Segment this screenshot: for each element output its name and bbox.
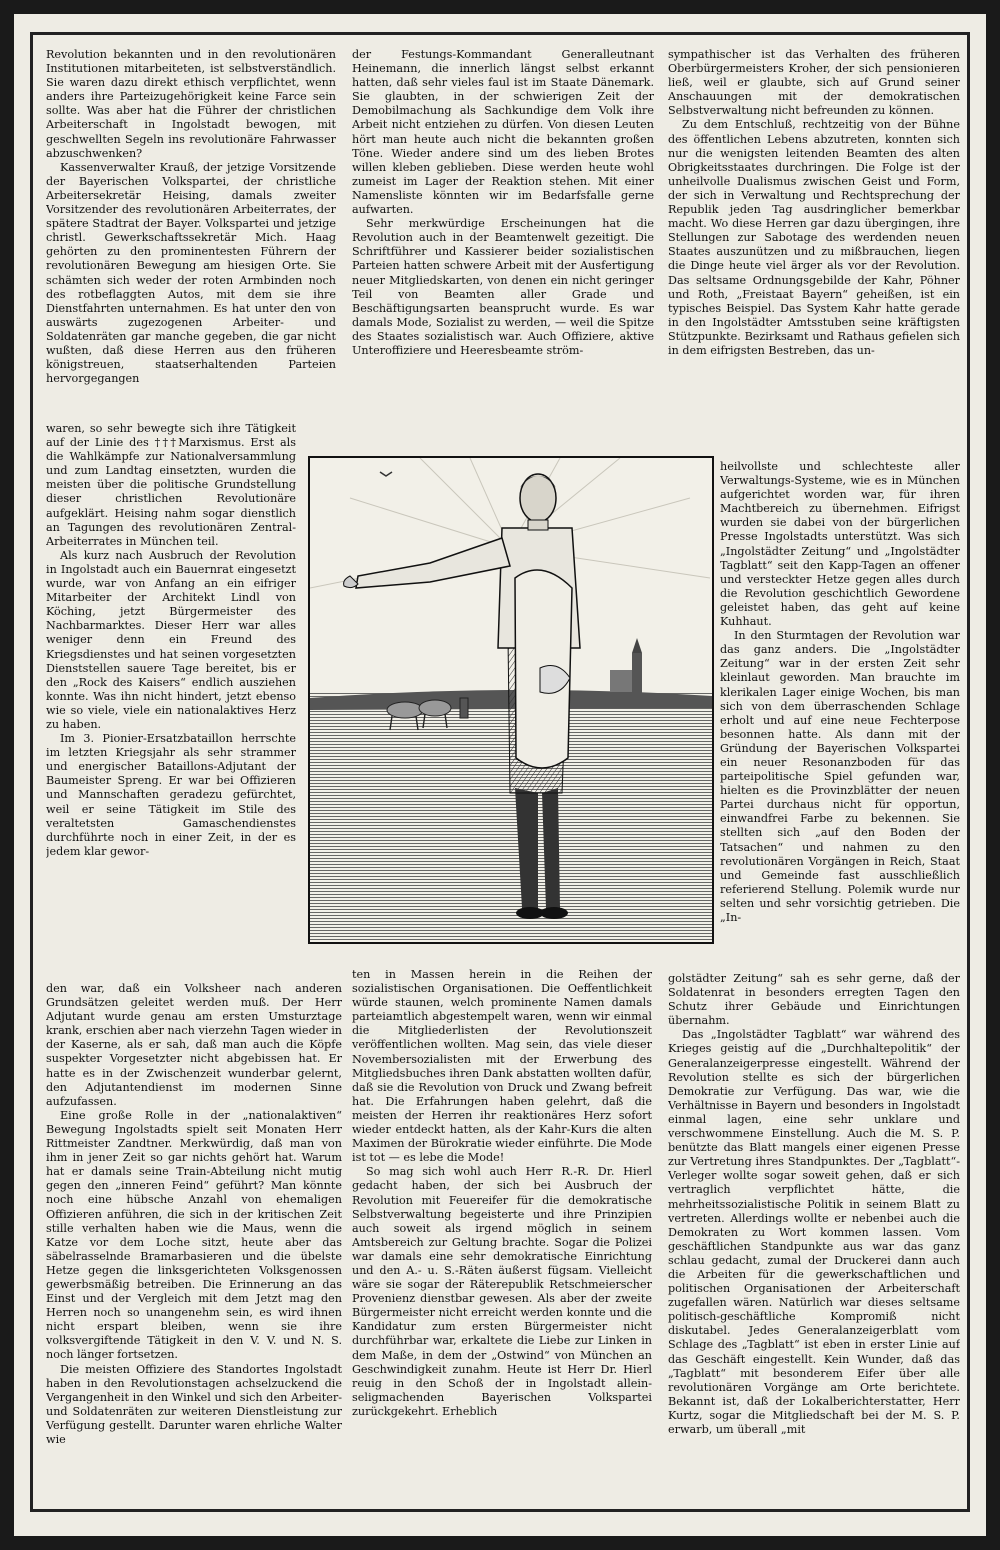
column-1-top [46, 48, 336, 422]
paragraph: Zu dem Entschluß, rechtzeitig von der Bühne des öffentlichen Lebens abzutreten, konnten sich nur die wenigsten leitenden Beamten des alten Obrigkeitsstaates durchringen. Die Folge ist der unheilvolle Dualismus zwischen Geist und Form, der sich in Verwaltung und Rechtsprechung der Republik jeden Tag ausdringlicher bemerkbar macht. Wo diese Herren gar dazu übergingen, ihre Stellungen zur Sabotage des werdenden neuen Staates auszunützen und zu mißbrauchen, liegen die Dinge heute viel ärger als vor der Revolution. Das seltsame Ordnungsgebilde der Kahr, Pöhner und Roth, „Freistaat Bayern“ geheißen, ist ein typisches Beispiel. Das System Kahr hatte gerade in den Ingolstädter Amtsstuben seine kräftigsten Stützpunkte. Bezirksamt und Rathaus gefielen sich in dem eifrigsten Bestreben, das un- [668, 118, 960, 357]
column-3-bottom [668, 972, 960, 1492]
paragraph: Die meisten Offiziere des Standortes Ingolstadt haben in den Revolutionstagen achselzuckend die Vergangenheit in den Winkel und sich den Arbeiter- und Soldatenräten zur weiteren Dienstleistung zur Verfügung gestellt. Darunter waren ehrliche Walter wie [46, 1362, 342, 1446]
column-3-top [668, 48, 960, 460]
column-1-bottom [46, 982, 342, 1492]
paragraph: Revolution bekannten und in den revolutionären Institutionen mitarbeiteten, ist selbstverständlich. Sie waren dazu direkt ethisch verpflichtet, wenn anders ihre Parteizugehörigkeit keine Farce sein sollte. Was aber hat die Führer der christlichen Arbeiterschaft in Ingolstadt bewogen, mit geschwellten Segeln ins revolutionäre Fahrwasser abzuschwenken? [46, 48, 336, 160]
column-2-bottom [352, 968, 652, 1492]
paragraph: ten in Massen herein in die Reihen der sozialistischen Organisationen. Die Oeffentlichkeit würde staunen, welch prominente Namen damals parteiamtlich abgestempelt waren, wenn wir einmal die Mitgliederlisten der Revolutionszeit veröffentlichen wollten. Mag sein, das viele dieser Novembersozialisten mit der Erwerbung des Mitgliedsbuches ihren Dank abstatten wollten dafür, daß sie die Revolution von Druck und Zwang befreit hat. Die Erfahrungen haben gelehrt, daß die meisten der Herren ihr reaktionäres Herz sofort wieder entdeckt hatten, als der Kahr-Kurs die alten Maximen der Bürokratie wieder einführte. Die Mode ist tot — es lebe die Mode! [352, 968, 652, 1165]
paragraph: Eine große Rolle in der „nationalaktiven“ Bewegung Ingolstadts spielt seit Monaten Herr Rittmeister Zandtner. Merkwürdig, daß man von ihm in jener Zeit so gar nichts gehört hat. Warum hat er damals seine Train-Abteilung nicht mutig gegen den „inneren Feind“ geführt? Man könnte noch eine hübsche Anzahl von ehemaligen Offizieren anführen, die sich in der kritischen Zeit stille verhalten haben wie die Maus, wenn die Katze vor dem Loche sitzt, heute aber das säbelrasselnde Bramarbasieren und die übelste Hetze gegen die linksgerichteten Volksgenossen gewerbsmäßig betreiben. Die Erinnerung an das Einst und der Vergleich mit dem Jetzt mag den Herren noch so unangenehm sein, es wird ihnen nicht erspart bleiben, wenn sie ihre volksvergiftende Tätigkeit in den V. V. und N. S. noch länger fortsetzen. [46, 1108, 342, 1362]
column-2-top [352, 48, 654, 452]
paragraph: Kassenverwalter Krauß, der jetzige Vorsitzende der Bayerischen Volkspartei, der christliche Arbeitersekretär Heising, damals zweiter Vorsitzender des revolutionären Arbeiterrates, der spätere Stadtrat der Bayer. Volkspartei und jetzige christl. Gewerkschaftssekretär Mich. Haag gehörten zu den prominentesten Führern der revolutionären Bewegung am hiesigen Orte. Sie schämten sich weder der roten Armbinden noch des rotbeflaggten Autos, mit dem sie ihre Dienstfahrten unternahmen. Es hat unter den von auswärts zugezogenen Arbeiter- und Soldatenräten gar manche gegeben, die gar nicht wußten, daß diese Herren aus den früheren königstreuen, staatserhaltenden Parteien hervorgegangen [46, 160, 336, 386]
paragraph: heilvollste und schlechteste aller Verwaltungs-Systeme, wie es in München aufgerichtet worden war, für ihren Machtbereich zu übernehmen. Eifrigst wurden sie dabei von der bürgerlichen Presse Ingolstadts unterstützt. Was sich „Ingolstädter Zeitung“ und „Ingolstädter Tagblatt“ seit den Kapp-Tagen an offener und versteckter Hetze gegen alles durch die Revolution geschichtlich Gewordene geleistet haben, das geht auf keine Kuhhaut. [720, 460, 960, 629]
paragraph: Als kurz nach Ausbruch der Revolution in Ingolstadt auch ein Bauernrat eingesetzt wurde, war von Anfang an ein eifriger Mitarbeiter der Architekt Lindl von Köching, jetzt Bürgermeister des Nachbarmarktes. Dieser Herr war alles weniger denn ein Freund des Kriegsdienstes und hat seinen vorgesetzten Dienststellen sauere Tage bereitet, bis er den „Rock des Kaisers“ endlich ausziehen konnte. Was ihn nicht hindert, jetzt ebenso wie so viele, viele ein nationalaktives Herz zu haben. [46, 548, 296, 731]
paragraph: So mag sich wohl auch Herr R.-R. Dr. Hierl gedacht haben, der sich bei Ausbruch der Revolution mit Feuereifer für die demokratische Selbstverwaltung begeisterte und ihre Prinzipien auch soweit als irgend möglich in seinem Amtsbereich zur Geltung brachte. Sogar die Polizei war damals eine sehr demokratische Einrichtung und den A.- u. S.-Räten äußerst fügsam. Vielleicht wäre sie sogar der Räterepublik Retschmeierscher Provenienz dienstbar gewesen. Als aber der zweite Bürgermeister nicht erreicht werden konnte und die Kandidatur zum ersten Bürgermeister nicht durchführbar war, erkaltete die Liebe zur Linken in dem Maße, in dem der „Ostwind“ von München an Geschwindigkeit zunahm. Heute ist Herr Dr. Hierl reuig in den Schoß der in Ingolstadt allein-seligmachenden Bayerischen Volkspartei zurückgekehrt. Erheblich [352, 1165, 652, 1418]
paragraph: den war, daß ein Volksheer nach anderen Grundsätzen geleitet werden muß. Der Herr Adjutant wurde genau am ersten Umsturztage krank, erschien aber nach vierzehn Tagen wieder in der Kaserne, als er sah, daß man auch die Köpfe suspekter Vorgesetzter nicht abgebissen hat. Er hatte es in der Zwischenzeit wunderbar gelernt, den Adjutantendienst im modernen Sinne aufzufassen. [46, 982, 342, 1108]
paragraph: Sehr merkwürdige Erscheinungen hat die Revolution auch in der Beamtenwelt gezeitigt. Die Schriftführer und Kassierer beider sozialistischen Parteien hatten schwere Arbeit mit der Ausfertigung neuer Mitgliedskarten, von denen ein nicht geringer Teil von Beamten aller Grade und Beschäftigungsarten beansprucht wurde. Es war damals Mode, Sozialist zu werden, — weil die Spitze des Staates sozialistisch war. Auch Offiziere, aktive Unteroffiziere und Heeresbeamte ström- [352, 217, 654, 357]
sower-drawing [310, 458, 712, 942]
column-1-beside-illustration [46, 422, 296, 982]
paragraph: In den Sturmtagen der Revolution war das ganz anders. Die „Ingolstädter Zeitung“ war in der ersten Zeit sehr kleinlaut geworden. Man brauchte im klerikalen Lager einige Wochen, bis man sich von dem überraschenden Schlage erholt und auf eine neue Fechterpose besonnen hatte. Als dann mit der Gründung der Bayerischen Volkspartei ein neuer Resonanzboden für das parteipolitische Spiel gefunden war, hielten es die Provinzblätter der neuen Partei durchaus nicht für opportun, einwandfrei Farbe zu bekennen. Sie stellten sich „auf den Boden der Tatsachen“ und nahmen zu den revolutionären Vorgängen in Reich, Staat und Gemeinde fast ausschließlich referierend Stellung. Polemik wurde nur selten und sehr vorsichtig getrieben. Die „In- [720, 629, 960, 924]
paragraph: sympathischer ist das Verhalten des früheren Oberbürgermeisters Kroher, der sich pensionieren ließ, weil er glaubte, sich auf Grund seiner Anschauungen mit der demokratischen Selbstverwaltung nicht befreunden zu können. [668, 48, 960, 118]
paragraph: der Festungs-Kommandant Generalleutnant Heinemann, die innerlich längst selbst erkannt hatten, daß sehr vieles faul ist im Staate Dänemark. Sie glaubten, in der schwierigen Zeit der Demobilmachung als Sachkundige dem Volk ihre Arbeit nicht entziehen zu dürfen. Von diesen Leuten hört man heute auch nicht die bekannten großen Töne. Wieder andere sind um des lieben Brotes willen kleben geblieben. Diese werden heute wohl zumeist im Lager der Reaktion stehen. Mit einer Namensliste könnten wir im Bedarfsfalle gerne aufwarten. [352, 48, 654, 217]
paragraph: golstädter Zeitung“ sah es sehr gerne, daß der Soldatenrat in besonders erregten Tagen den Schutz ihrer Gebäude und Einrichtungen übernahm. [668, 972, 960, 1028]
paragraph: Im 3. Pionier-Ersatzbataillon herrschte im letzten Kriegsjahr als sehr strammer und energischer Bataillons-Adjutant der Baumeister Spreng. Er war bei Offizieren und Mannschaften geradezu gefürchtet, weil er seine Tätigkeit im Stile des veraltetsten Gamaschendienstes durchführte noch in einer Zeit, in der es jedem klar gewor- [46, 732, 296, 858]
paragraph: Das „Ingolstädter Tagblatt“ war während des Krieges geistig auf die „Durchhaltepolitik“ der Generalanzeigerpresse eingestellt. Während der Revolution stellte es sich der bürgerlichen Demokratie zur Verfügung. Das war, wie die Verhältnisse in Bayern und besonders in Ingolstadt einmal lagen, eine sehr unklare und verschwommene Einstellung. Auch die M. S. P. benützte das Blatt mangels einer eigenen Presse zur Vertretung ihres Standpunktes. Der „Tagblatt“-Verleger wollte sogar soweit gehen, daß er sich vertraglich verpflichtet hätte, die mehrheitssozialistische Politik in seinem Blatt zu vertreten. Allerdings wollte er nebenbei auch die Demokraten zu Wort kommen lassen. Vom geschäftlichen Standpunkte aus war das ganz schlau gedacht, zumal der Druckerei dann auch die Arbeiten für die gewerkschaftlichen und politischen Organisationen der Arbeiterschaft zugefallen wären. Natürlich war dieses seltsame politisch-geschäftliche Kompromiß nicht diskutabel. Jedes Generalanzeigerblatt vom Schlage des „Tagblatt“ ist eben in erster Linie auf das Geschäft eingestellt. Kein Wunder, daß das „Tagblatt“ mit besonderem Eifer über alle revolutionären Vorgänge am Orte berichtete. Bekannt ist, daß der Lokalberichterstatter, Herr Kurtz, sogar die Mitgliedschaft bei der M. S. P. erwarb, um überall „mit [668, 1028, 960, 1436]
sower-illustration [308, 456, 714, 944]
column-3-beside-illustration [720, 460, 960, 972]
paragraph: waren, so sehr bewegte sich ihre Tätigkeit auf der Linie des †††Marxismus. Erst als die Wahlkämpfe zur Nationalversammlung und zum Landtag einsetzten, wurden die meisten über die politische Grundstellung dieser christlichen Revolutionäre aufgeklärt. Heising nahm sogar dienstlich an Tagungen des revolutionären Zentral-Arbeiterrates in München teil. [46, 422, 296, 548]
